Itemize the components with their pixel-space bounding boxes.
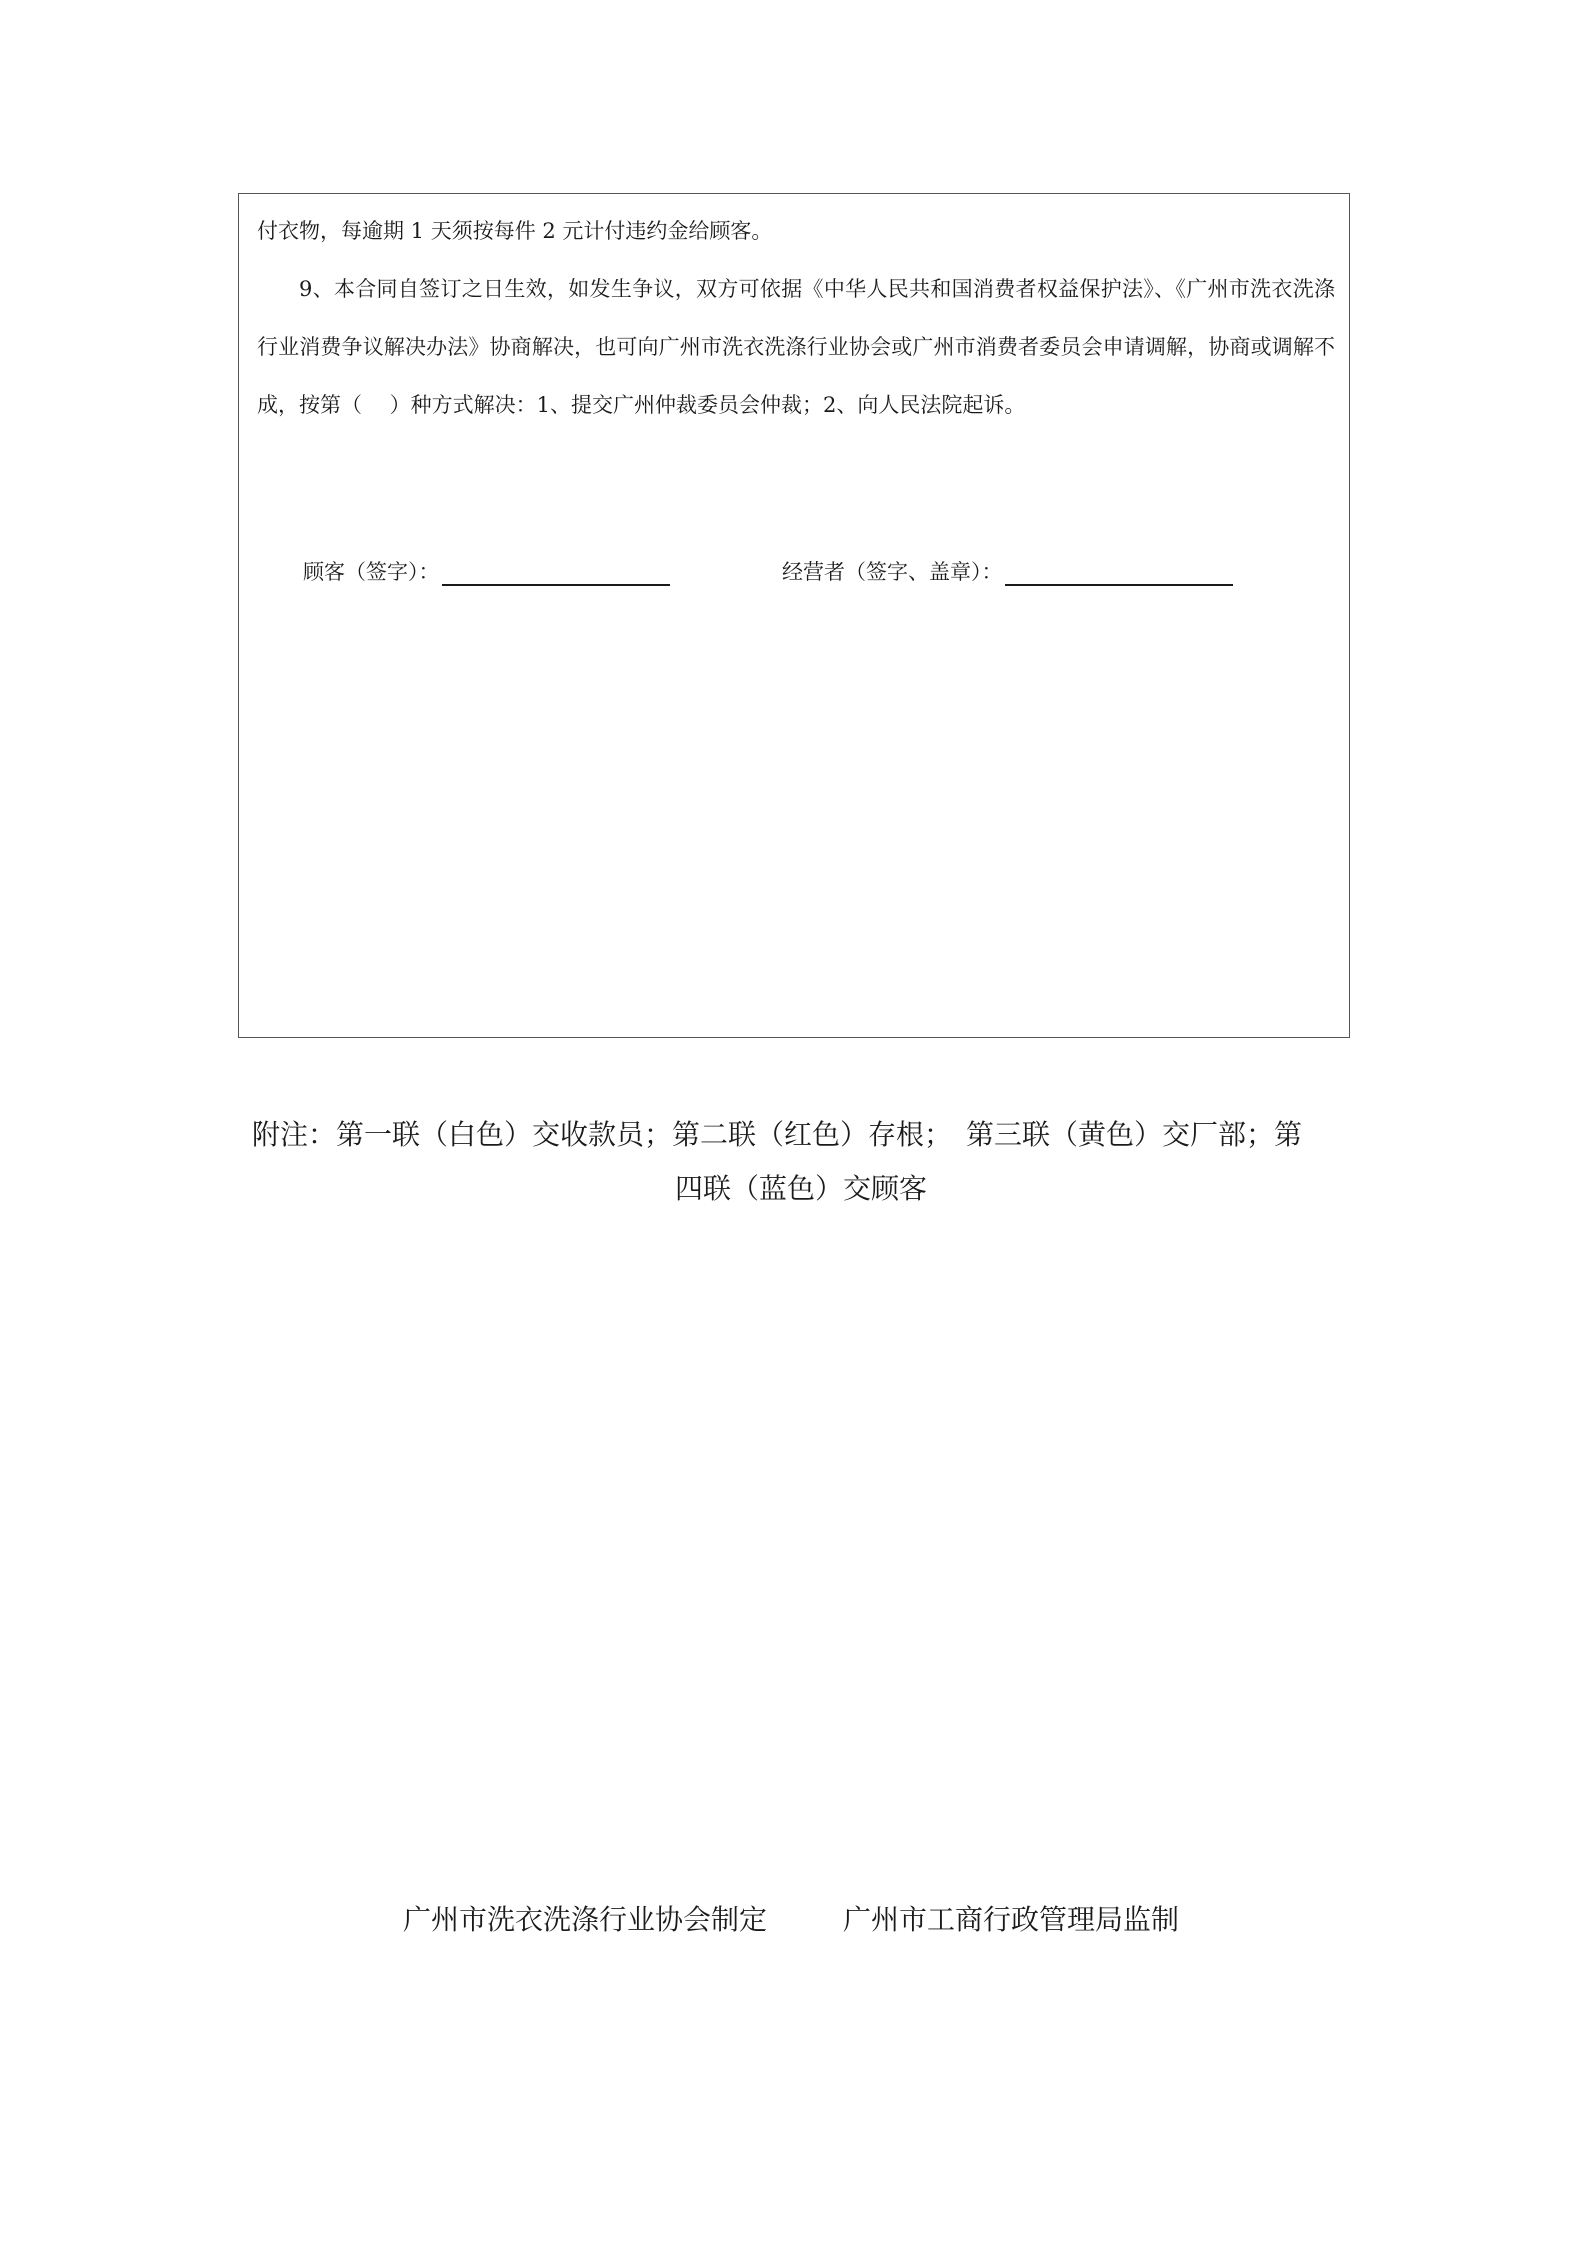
contract-paragraph-dispute: 9、本合同自签订之日生效，如发生争议，双方可依据《中华人民共和国消费者权益保护法》、《广州市洗衣洗涤行业消费争议解决办法》协商解决，也可向广州市洗衣洗涤行业协会或广州市消费者委员会申请调解，协商或调解不成，按第（ ）种方式解决：1、提交广州仲裁委员会仲裁；2、向人民法院起诉。 — [257, 277, 1335, 417]
remark-line-2: 四联（蓝色）交顾客 — [674, 1172, 927, 1205]
contract-terms-box — [238, 193, 1350, 1038]
customer-signature-line[interactable] — [442, 558, 670, 586]
customer-signature-label: 顾客（签字）： — [303, 560, 440, 584]
copy-distribution-remark — [252, 1108, 1350, 1216]
issuer-footer — [0, 1898, 1586, 1938]
operator-signature-line[interactable] — [1005, 558, 1233, 586]
operator-signature — [782, 556, 1233, 586]
footer-bureau: 广州市工商行政管理局监制 — [843, 1903, 1180, 1936]
signature-row — [239, 556, 1349, 596]
customer-signature — [303, 556, 670, 586]
remark-line-1: 附注：第一联（白色）交收款员；第二联（红色）存根； 第三联（黄色）交厂部；第 — [252, 1118, 1303, 1151]
contract-paragraph-penalty: 付衣物，每逾期 1 天须按每件 2 元计付违约金给顾客。 — [257, 219, 773, 243]
operator-signature-label: 经营者（签字、盖章）： — [782, 560, 1003, 584]
footer-association: 广州市洗衣洗涤行业协会制定 — [403, 1903, 768, 1936]
